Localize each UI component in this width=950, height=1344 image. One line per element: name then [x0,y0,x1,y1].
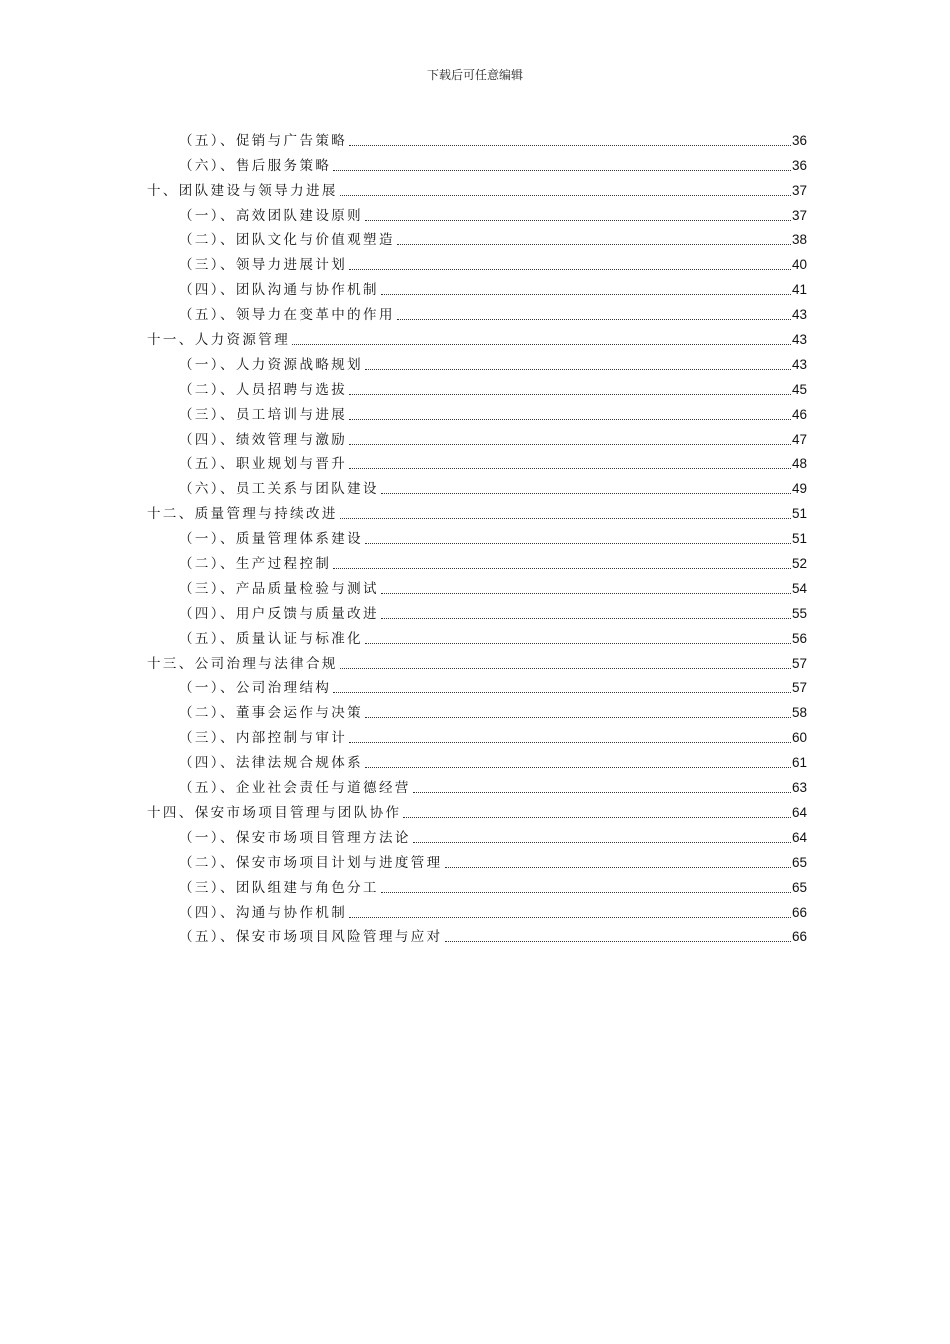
toc-dot-leader [340,518,791,519]
toc-entry-page-number: 46 [791,406,807,422]
toc-entry-page-number: 37 [791,182,807,198]
toc-dot-leader [349,394,791,395]
toc-entry-title: （五）、职业规划与晋升 [179,456,348,473]
toc-entry-page-number: 37 [791,207,807,223]
toc-dot-leader [349,917,791,918]
toc-dot-leader [365,717,791,718]
toc-entry-title: （五）、促销与广告策略 [179,132,348,149]
toc-dot-leader [397,319,791,320]
toc-entry-title: （四）、沟通与协作机制 [179,904,348,921]
toc-entry-page-number: 36 [791,157,807,173]
toc-dot-leader [403,817,791,818]
toc-entry[interactable] [147,697,807,722]
toc-dot-leader [349,145,791,146]
toc-entry-page-number: 63 [791,780,807,796]
toc-entry-title: （四）、法律法规合规体系 [179,755,364,772]
toc-entry-page-number: 54 [791,580,807,596]
toc-entry[interactable] [147,648,807,673]
toc-entry[interactable] [147,673,807,698]
toc-entry[interactable] [147,399,807,424]
toc-dot-leader [365,643,791,644]
toc-entry-title: （三）、员工培训与进展 [179,406,348,423]
toc-entry[interactable] [147,374,807,399]
toc-entry-page-number: 60 [791,730,807,746]
toc-dot-leader [381,493,791,494]
toc-dot-leader [413,792,791,793]
toc-entry-page-number: 66 [791,904,807,920]
toc-entry-title: 十、团队建设与领导力进展 [147,182,338,199]
toc-entry-page-number: 40 [791,257,807,273]
toc-entry-title: （五）、质量认证与标准化 [179,630,364,647]
toc-entry-page-number: 43 [791,307,807,323]
toc-entry-title: （三）、团队组建与角色分工 [179,879,379,896]
toc-entry[interactable] [147,424,807,449]
toc-entry-page-number: 65 [791,854,807,870]
toc-entry-page-number: 43 [791,356,807,372]
toc-dot-leader [340,668,791,669]
toc-entry-page-number: 36 [791,132,807,148]
toc-entry-title: （一）、质量管理体系建设 [179,531,364,548]
toc-entry[interactable] [147,498,807,523]
toc-entry-page-number: 41 [791,282,807,298]
toc-entry-title: （二）、董事会运作与决策 [179,705,364,722]
toc-entry-page-number: 48 [791,456,807,472]
toc-entry[interactable] [147,125,807,150]
toc-entry-title: （三）、产品质量检验与测试 [179,580,379,597]
toc-entry[interactable] [147,822,807,847]
toc-entry-title: 十三、公司治理与法律合规 [147,655,338,672]
toc-dot-leader [445,941,791,942]
toc-entry[interactable] [147,847,807,872]
toc-entry-title: （一）、人力资源战略规划 [179,356,364,373]
toc-entry-page-number: 47 [791,431,807,447]
toc-entry-page-number: 52 [791,556,807,572]
toc-entry-page-number: 65 [791,879,807,895]
toc-dot-leader [333,568,791,569]
toc-entry-page-number: 58 [791,705,807,721]
toc-entry-page-number: 56 [791,630,807,646]
toc-entry-page-number: 57 [791,680,807,696]
toc-entry-title: 十二、质量管理与持续改进 [147,506,338,523]
toc-entry[interactable] [147,200,807,225]
toc-entry-title: （三）、领导力进展计划 [179,257,348,274]
toc-entry[interactable] [147,349,807,374]
toc-dot-leader [349,444,791,445]
toc-dot-leader [381,618,791,619]
toc-dot-leader [365,543,791,544]
toc-entry-title: （一）、保安市场项目管理方法论 [179,829,411,846]
toc-entry[interactable] [147,797,807,822]
toc-entry-title: （一）、高效团队建设原则 [179,207,364,224]
toc-entry-page-number: 38 [791,232,807,248]
toc-entry-title: （五）、保安市场项目风险管理与应对 [179,929,443,946]
toc-entry[interactable] [147,473,807,498]
toc-entry[interactable] [147,722,807,747]
toc-entry-page-number: 51 [791,531,807,547]
toc-dot-leader [413,842,791,843]
toc-dot-leader [397,244,791,245]
toc-dot-leader [349,269,791,270]
toc-dot-leader [292,344,791,345]
toc-dot-leader [365,369,791,370]
toc-entry[interactable] [147,324,807,349]
toc-dot-leader [381,892,791,893]
toc-entry[interactable] [147,274,807,299]
toc-entry-page-number: 51 [791,506,807,522]
toc-entry[interactable] [147,872,807,897]
toc-entry[interactable] [147,623,807,648]
toc-entry-title: （四）、团队沟通与协作机制 [179,282,379,299]
toc-entry-page-number: 66 [791,929,807,945]
toc-entry[interactable] [147,150,807,175]
toc-entry[interactable] [147,747,807,772]
toc-dot-leader [340,195,791,196]
toc-entry[interactable] [147,225,807,250]
toc-entry[interactable] [147,175,807,200]
toc-entry[interactable] [147,897,807,922]
toc-entry-page-number: 43 [791,332,807,348]
toc-entry-title: （二）、生产过程控制 [179,556,332,573]
toc-dot-leader [445,867,791,868]
toc-entry-page-number: 64 [791,804,807,820]
toc-entry-page-number: 49 [791,481,807,497]
toc-entry-title: 十四、保安市场项目管理与团队协作 [147,804,402,821]
toc-dot-leader [349,742,791,743]
toc-dot-leader [333,170,791,171]
toc-entry-page-number: 55 [791,605,807,621]
toc-entry[interactable] [147,598,807,623]
toc-entry[interactable] [147,523,807,548]
toc-entry[interactable] [147,249,807,274]
toc-dot-leader [381,294,791,295]
toc-entry-title: （六）、售后服务策略 [179,157,332,174]
toc-entry-title: （五）、领导力在变革中的作用 [179,307,395,324]
toc-entry-title: （一）、公司治理结构 [179,680,332,697]
toc-entry-page-number: 64 [791,829,807,845]
page-header: 下载后可任意编辑 [426,68,523,82]
toc-dot-leader [349,419,791,420]
toc-entry-title: 十一、人力资源管理 [147,332,291,349]
toc-entry[interactable] [147,449,807,474]
toc-entry[interactable] [147,299,807,324]
toc-entry-title: （五）、企业社会责任与道德经营 [179,780,411,797]
toc-dot-leader [365,767,791,768]
toc-dot-leader [365,220,791,221]
toc-dot-leader [333,692,791,693]
toc-entry-title: （四）、用户反馈与质量改进 [179,605,379,622]
toc-entry-title: （二）、保安市场项目计划与进度管理 [179,854,443,871]
toc-entry-page-number: 57 [791,655,807,671]
toc-dot-leader [349,468,791,469]
toc-entry[interactable] [147,573,807,598]
table-of-contents [147,125,807,946]
toc-dot-leader [381,593,791,594]
toc-entry[interactable] [147,922,807,947]
toc-entry-title: （四）、绩效管理与激励 [179,431,348,448]
toc-entry-title: （三）、内部控制与审计 [179,730,348,747]
toc-entry-title: （二）、团队文化与价值观塑造 [179,232,395,249]
toc-entry-title: （二）、人员招聘与选拔 [179,381,348,398]
toc-entry[interactable] [147,772,807,797]
toc-entry-page-number: 45 [791,381,807,397]
toc-entry-title: （六）、员工关系与团队建设 [179,481,379,498]
toc-entry-page-number: 61 [791,755,807,771]
toc-entry[interactable] [147,548,807,573]
